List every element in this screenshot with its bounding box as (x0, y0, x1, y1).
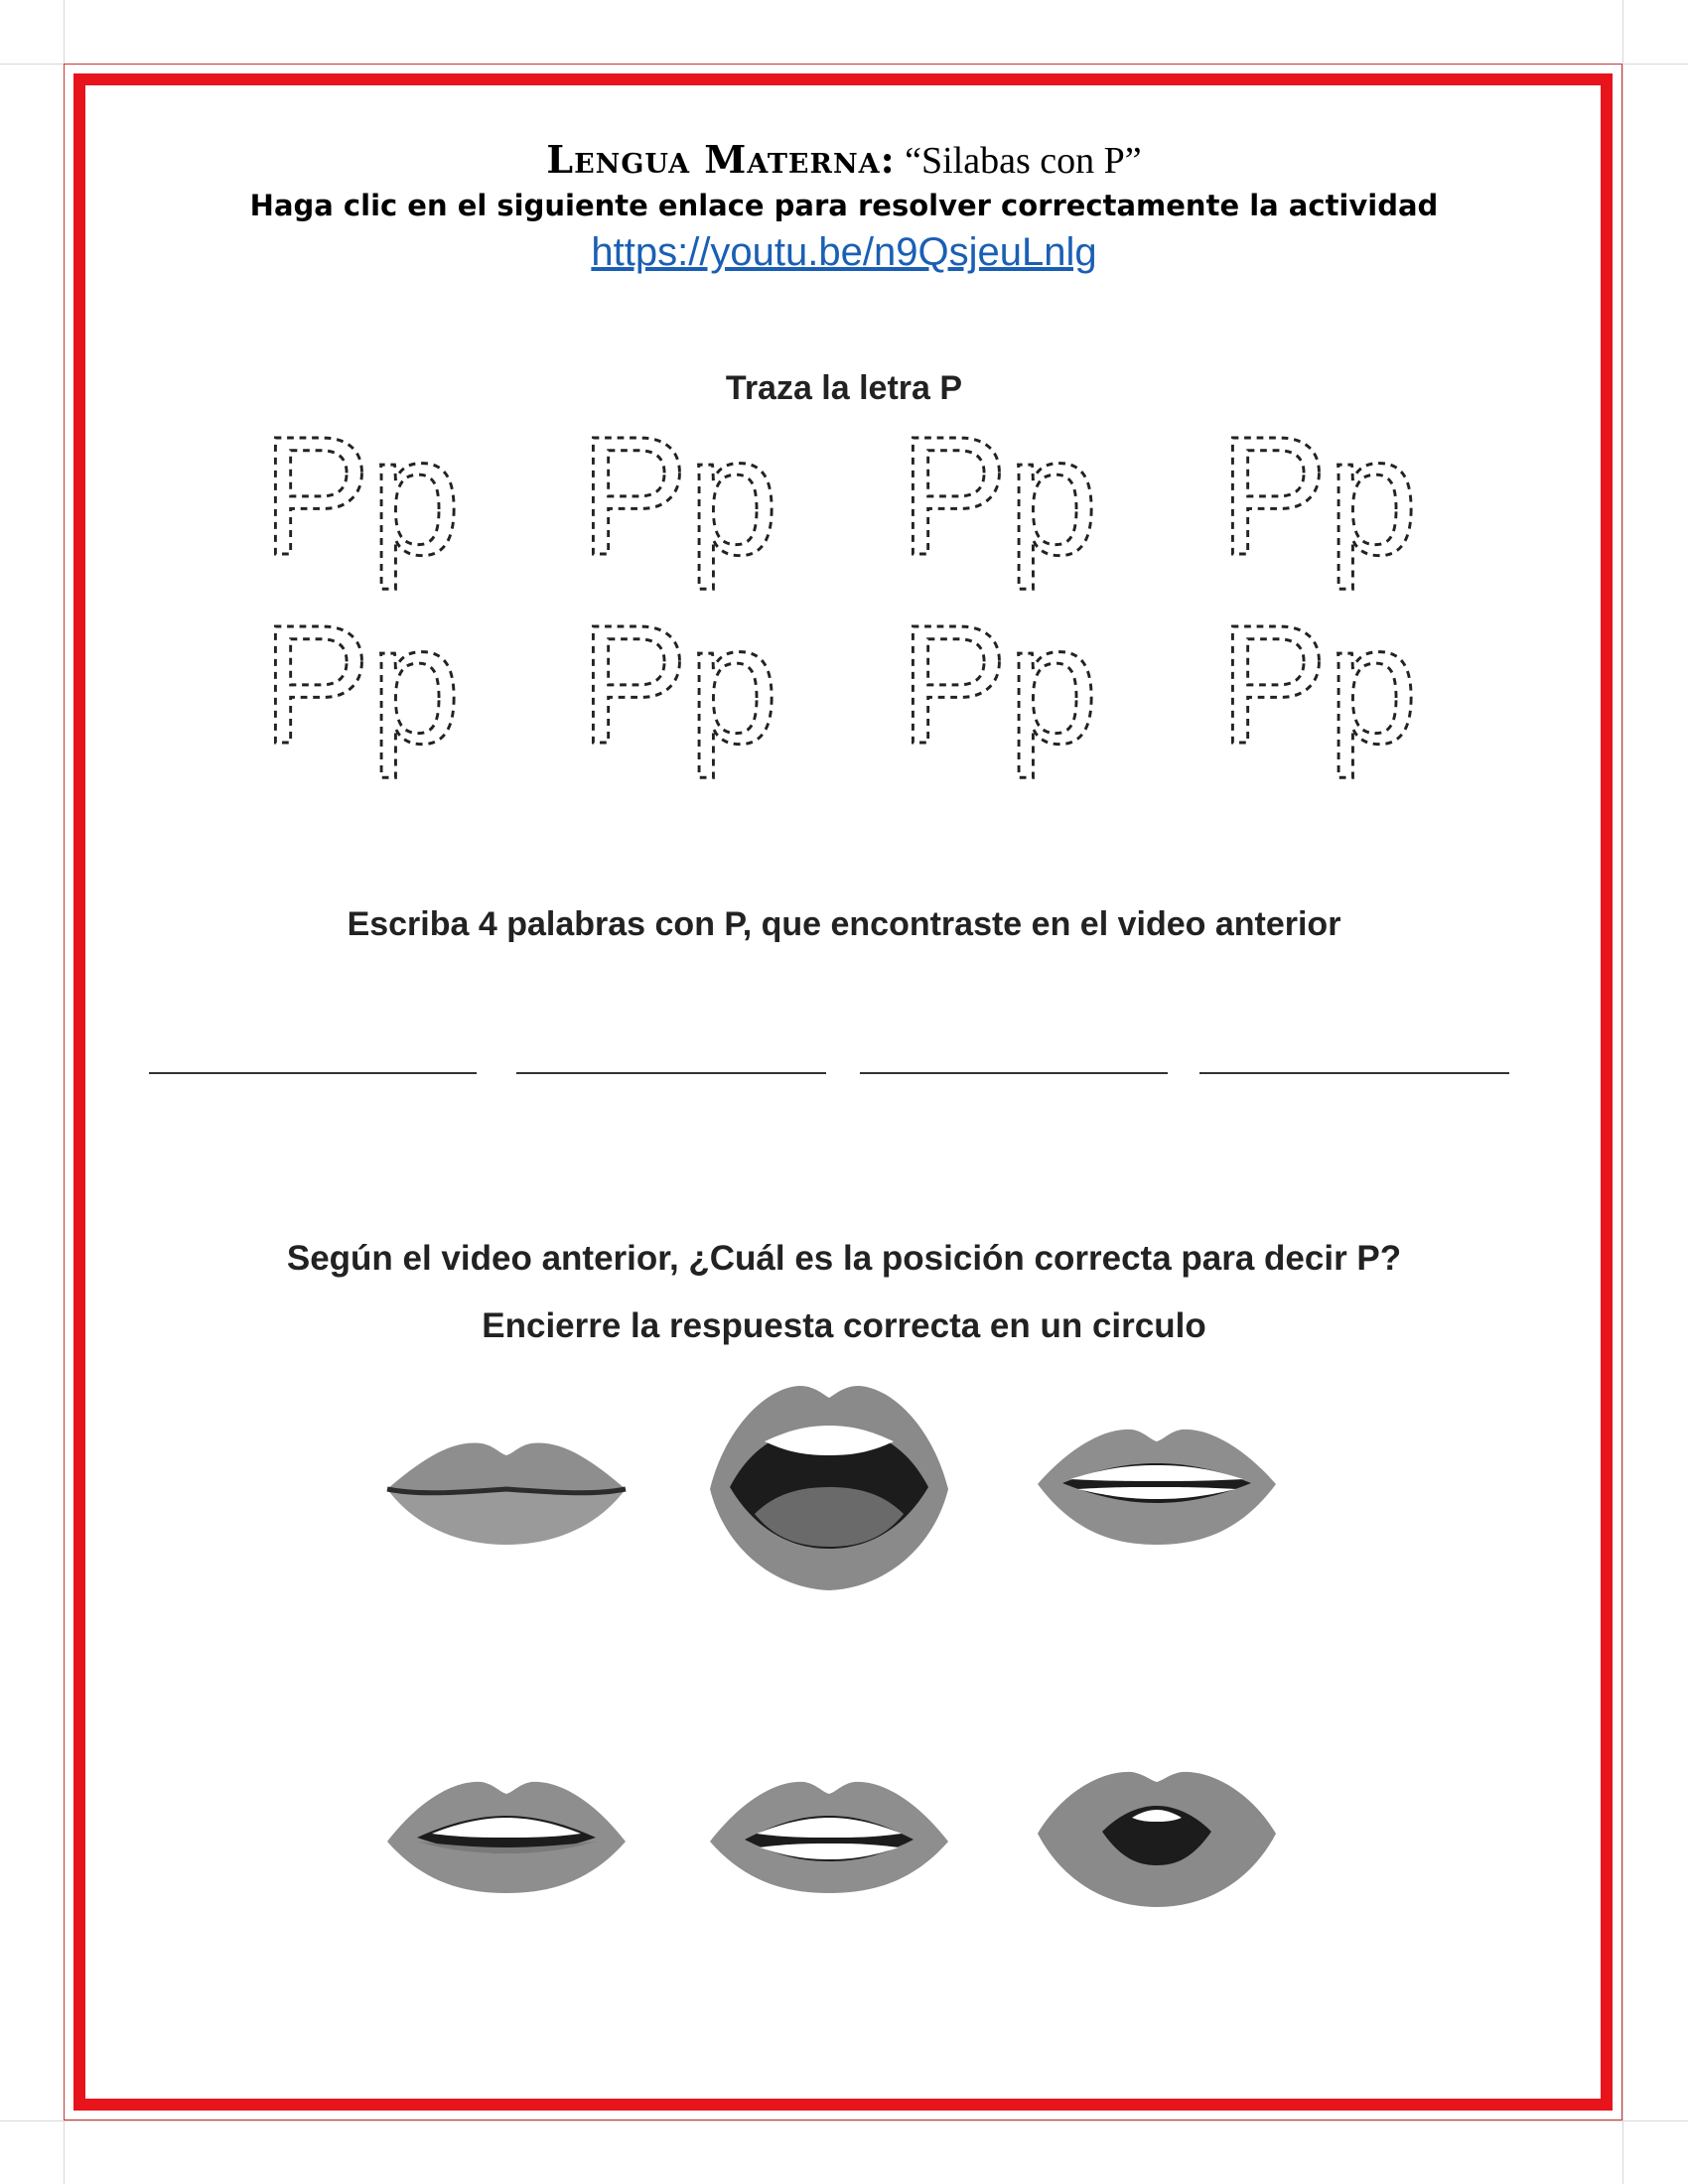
dashed-pp-letters (258, 427, 477, 606)
instruction-text: Haga clic en el siguiente enlace para resolver correctamente la actividad (249, 189, 1439, 222)
trace-letter-text: Pp (262, 427, 461, 591)
trace-pair[interactable] (896, 427, 1114, 606)
rounded-open-lips-icon (1033, 1762, 1281, 1911)
trace-letter-text: Pp (900, 427, 1098, 591)
trace-pair[interactable] (258, 615, 477, 794)
trace-section-title: Traza la letra P (725, 369, 963, 407)
dashed-pp-letters (576, 615, 794, 794)
dashed-pp-letters (1215, 615, 1434, 794)
mouth-option-open-lips-top-teeth[interactable] (382, 1772, 631, 1896)
dashed-pp-letters (896, 615, 1114, 794)
trace-pair[interactable] (576, 615, 794, 794)
video-link[interactable]: https://youtu.be/n9QsjeuLnlg (591, 230, 1097, 274)
page-guide-right (1622, 0, 1623, 2184)
mouth-option-open-lips-both-teeth[interactable] (705, 1772, 953, 1896)
open-lips-top-teeth-icon (382, 1772, 631, 1896)
trace-letter-text: Pp (1219, 427, 1418, 591)
trace-pair[interactable] (258, 427, 477, 606)
mouth-option-wide-open[interactable] (705, 1380, 953, 1593)
video-link-line (0, 230, 1688, 275)
worksheet-title (0, 137, 1688, 183)
trace-pair[interactable] (1215, 427, 1434, 606)
dashed-pp-letters (1215, 427, 1434, 606)
teeth-showing-mouth-icon (1033, 1420, 1281, 1549)
page-guide-bottom (0, 2120, 1688, 2121)
mouth-option-rounded-open[interactable] (1033, 1762, 1281, 1911)
open-lips-both-teeth-icon (705, 1772, 953, 1896)
trace-pair[interactable] (576, 427, 794, 606)
topic-label: “Silabas con P” (895, 140, 1142, 182)
mouth-option-closed-lips[interactable] (382, 1430, 631, 1549)
trace-pair[interactable] (1215, 615, 1434, 794)
answer-blank-line[interactable] (1199, 1072, 1509, 1074)
answer-blank-line[interactable] (860, 1072, 1168, 1074)
question-instruction: Encierre la respuesta correcta en un circulo (482, 1306, 1206, 1345)
mouth-option-teeth-showing[interactable] (1033, 1420, 1281, 1549)
answer-blank-line[interactable] (149, 1072, 477, 1074)
trace-letter-text: Pp (900, 615, 1098, 779)
words-section-title: Escriba 4 palabras con P, que encontraste en el video anterior (347, 905, 1341, 943)
closed-lips-icon (382, 1430, 631, 1549)
trace-letters-grid (258, 427, 1450, 804)
answer-blank-line[interactable] (516, 1072, 826, 1074)
wide-open-mouth-icon (705, 1380, 953, 1593)
dashed-pp-letters (258, 615, 477, 794)
trace-letter-text: Pp (580, 615, 778, 779)
trace-pair[interactable] (896, 615, 1114, 794)
trace-letter-text: Pp (580, 427, 778, 591)
subject-label: Lengua Materna: (546, 137, 896, 182)
question-text: Según el video anterior, ¿Cuál es la posición correcta para decir P? (286, 1239, 1402, 1278)
trace-letter-text: Pp (262, 615, 461, 779)
dashed-pp-letters (576, 427, 794, 606)
trace-letter-text: Pp (1219, 615, 1418, 779)
dashed-pp-letters (896, 427, 1114, 606)
